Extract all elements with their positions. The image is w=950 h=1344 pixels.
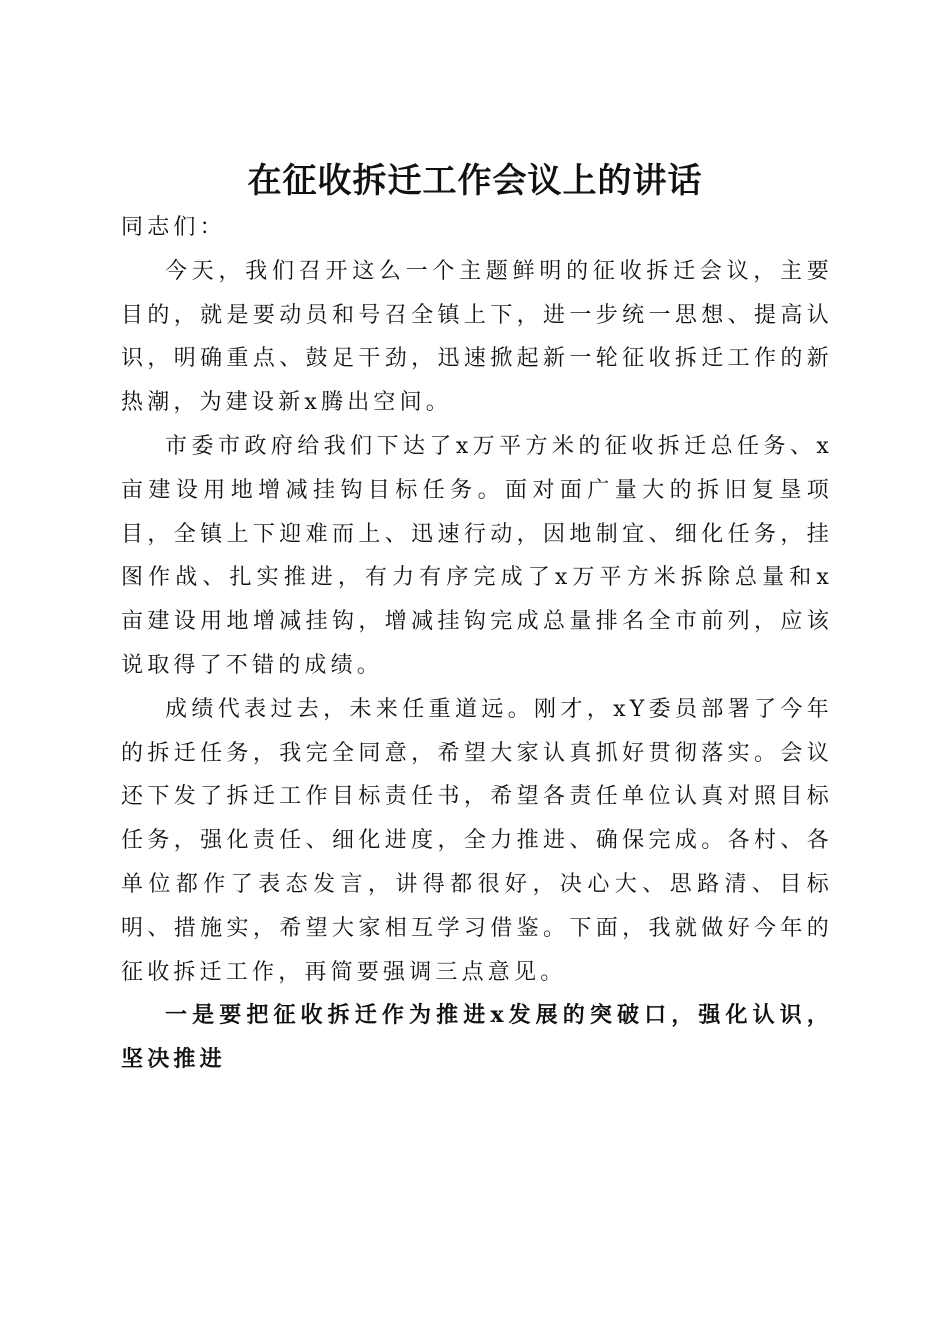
paragraph-2: 市委市政府给我们下达了x万平方米的征收拆迁总任务、x亩建设用地增减挂钩目标任务。面对面广量大的拆旧复垦项目，全镇上下迎难而上、迅速行动，因地制宜、细化任务，挂图作战、扎实推进，有力有序完成了x万平方米拆除总量和x亩建设用地增减挂钩，增减挂钩完成总量排名全市前列，应该说取得了不错的成绩。 — [121, 433, 833, 678]
document-body — [121, 206, 833, 1082]
paragraph-3: 成绩代表过去，未来任重道远。刚才，xY委员部署了今年的拆迁任务，我完全同意，希望大家认真抓好贯彻落实。会议还下发了拆迁工作目标责任书，希望各责任单位认真对照目标任务，强化责任、细化进度，全力推进、确保完成。各村、各单位都作了表态发言，讲得都很好，决心大、思路清、目标明、措施实，希望大家相互学习借鉴。下面，我就做好今年的征收拆迁工作，再简要强调三点意见。 — [121, 696, 833, 985]
paragraph-1: 今天，我们召开这么一个主题鲜明的征收拆迁会议，主要目的，就是要动员和号召全镇上下，进一步统一思想、提高认识，明确重点、鼓足干劲，迅速掀起新一轮征收拆迁工作的新热潮，为建设新x腾出空间。 — [121, 258, 833, 416]
salutation: 同志们： — [121, 215, 226, 240]
section-heading-1: 一是要把征收拆迁作为推进x发展的突破口，强化认识，坚决推进 — [121, 1002, 833, 1073]
document-title: 在征收拆迁工作会议上的讲话 — [247, 160, 703, 201]
